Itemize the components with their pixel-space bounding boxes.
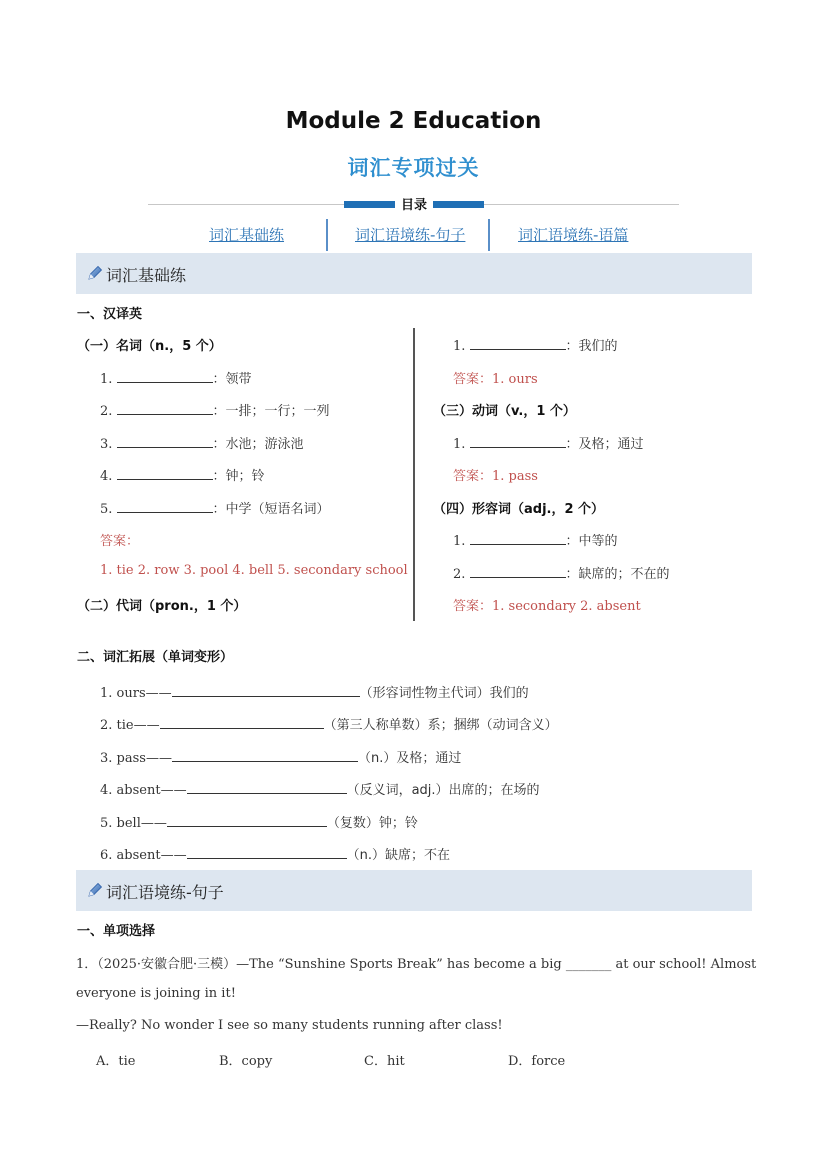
list-item: 1. ：我们的 — [453, 339, 618, 354]
question-text: 1．（2025·安徽合肥·三模）—The “Sunshine Sports Break” has become a big _______ at our school! Almost — [76, 957, 757, 972]
question-text: —Really? No wonder I see so many students running after class! — [76, 1018, 503, 1033]
part-heading: 二、词汇拓展（单词变形） — [77, 650, 234, 665]
list-item: 4. ：钟；铃 — [100, 469, 265, 484]
section-header-sentence — [76, 870, 752, 911]
toc-bar-right — [432, 201, 484, 208]
toc-link-passage[interactable]: 词汇语境练-语篇 — [518, 226, 629, 244]
answer-blank[interactable] — [117, 500, 213, 513]
list-item: 6. absent—— （n.）缺席；不在 — [100, 848, 450, 863]
answer-blank[interactable] — [172, 749, 358, 762]
list-item: 1. ：及格；通过 — [453, 437, 644, 452]
toc-separator — [488, 219, 490, 251]
nouns-heading: （一）名词（n.，5 个） — [77, 339, 222, 354]
answer-blank[interactable] — [167, 814, 327, 827]
list-item: 4. absent—— （反义词，adj.）出席的；在场的 — [100, 783, 540, 798]
toc-link-sentence[interactable]: 词汇语境练-句子 — [355, 226, 466, 244]
list-item: 2. ：缺席的；不在的 — [453, 567, 670, 582]
list-item: 5. ：中学（短语名词） — [100, 502, 330, 517]
answer-label: 答案： — [100, 534, 140, 549]
toc-separator — [326, 219, 328, 251]
option-a[interactable]: A．tie — [96, 1054, 136, 1069]
answer-text: 答案：1. secondary 2. absent — [453, 599, 641, 614]
answer-text: 答案：1. pass — [453, 469, 538, 484]
page-title: Module 2 Education — [285, 108, 542, 134]
answer-blank[interactable] — [117, 467, 213, 480]
page-subtitle: 词汇专项过关 — [347, 156, 480, 180]
toc-link-basic[interactable]: 词汇基础练 — [209, 226, 285, 244]
answer-blank[interactable] — [187, 846, 347, 859]
answer-blank[interactable] — [117, 402, 213, 415]
list-item: 1. ：中等的 — [453, 534, 618, 549]
verbs-heading: （三）动词（v.，1 个） — [433, 404, 576, 419]
list-item: 3. pass—— （n.）及格；通过 — [100, 751, 462, 766]
option-c[interactable]: C．hit — [364, 1054, 405, 1069]
answer-text: 1. tie 2. row 3. pool 4. bell 5. secondary school — [100, 563, 408, 578]
option-d[interactable]: D．force — [508, 1054, 566, 1069]
pencil-icon — [86, 264, 104, 282]
section-header-basic — [76, 253, 752, 294]
list-item: 1. ：领带 — [100, 372, 252, 387]
column-divider — [413, 328, 415, 621]
section-title: 词汇基础练 — [106, 266, 187, 285]
answer-blank[interactable] — [160, 716, 324, 729]
list-item: 2. ：一排；一行；一列 — [100, 404, 330, 419]
toc-label: 目录 — [395, 194, 433, 213]
toc-bar-left — [344, 201, 396, 208]
answer-text: 答案：1. ours — [453, 372, 538, 387]
option-b[interactable]: B．copy — [219, 1054, 273, 1069]
answer-blank[interactable] — [470, 337, 566, 350]
list-item: 3. ：水池；游泳池 — [100, 437, 304, 452]
part-heading: 一、单项选择 — [77, 924, 156, 939]
question-text: everyone is joining in it! — [76, 986, 236, 1001]
list-item: 1. ours—— （形容词性物主代词）我们的 — [100, 686, 529, 701]
part-heading: 一、汉译英 — [77, 307, 143, 322]
answer-blank[interactable] — [117, 370, 213, 383]
pronouns-heading: （二）代词（pron.，1 个） — [77, 599, 247, 614]
adjectives-heading: （四）形容词（adj.，2 个） — [433, 502, 605, 517]
list-item: 5. bell—— （复数）钟；铃 — [100, 816, 418, 831]
answer-blank[interactable] — [470, 435, 566, 448]
list-item: 2. tie—— （第三人称单数）系；捆绑（动词含义） — [100, 718, 558, 733]
answer-blank[interactable] — [470, 565, 566, 578]
answer-blank[interactable] — [187, 781, 347, 794]
answer-blank[interactable] — [470, 532, 566, 545]
section-title: 词汇语境练-句子 — [106, 883, 224, 902]
answer-blank[interactable] — [117, 435, 213, 448]
answer-blank[interactable] — [172, 684, 360, 697]
pencil-icon — [86, 881, 104, 899]
